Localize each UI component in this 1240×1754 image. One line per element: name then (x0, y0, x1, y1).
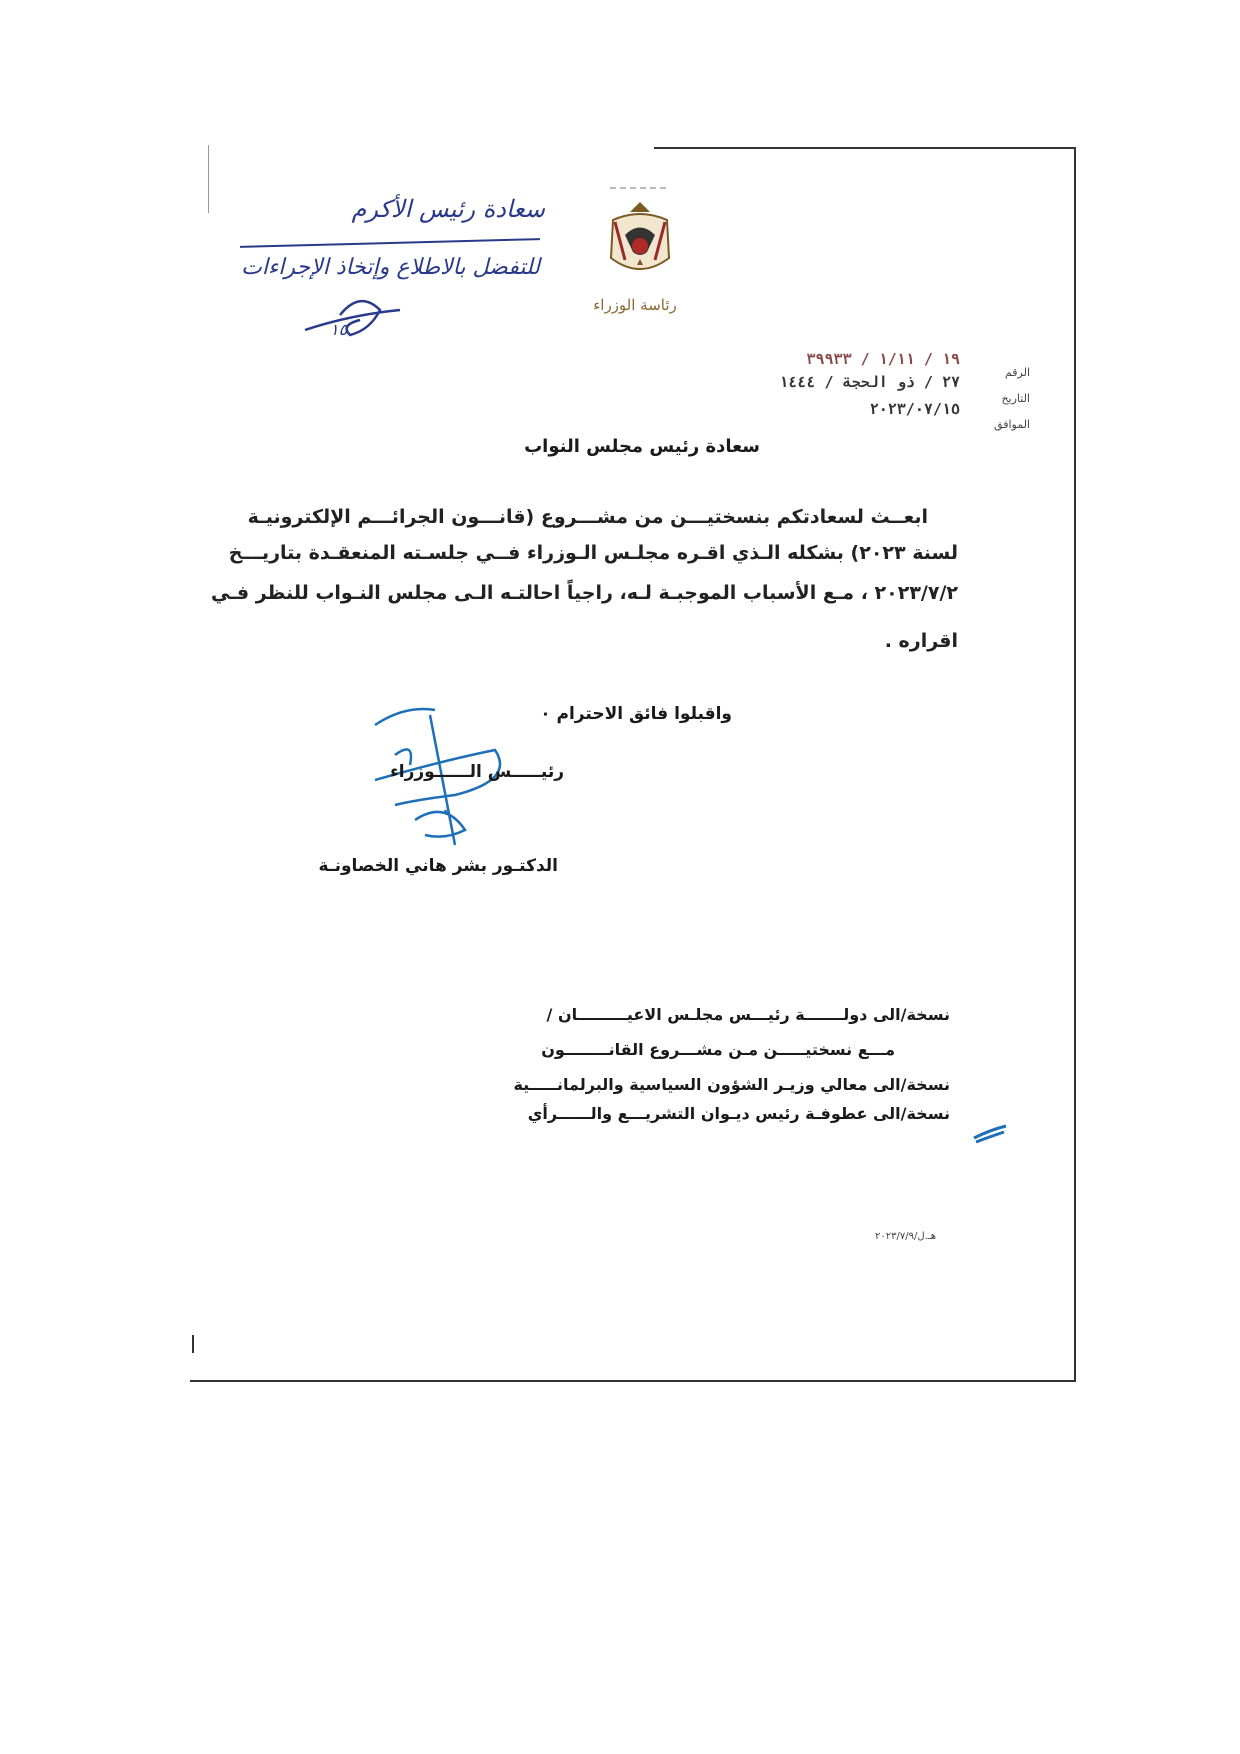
org-name: رئاسة الوزراء (593, 296, 677, 314)
date-label: التاريخ (1001, 392, 1030, 405)
frame-left-top-mark (208, 145, 209, 213)
hijri-date: ٢٧ / ذو الحجة / ١٤٤٤ (779, 373, 960, 391)
body-line-1: ابعــث لسعادتكم بنسختيـــن من مشـــروع (قانـــون الجرائـــم الإلكترونيـة (247, 506, 928, 528)
letterhead (585, 180, 695, 330)
handwritten-underline (240, 238, 540, 248)
footer-code: هـ.ل/٢٠٢٣/٧/٩ (875, 1231, 936, 1242)
body-line-3: ٢٠٢٣/٧/٢ ، مـع الأسباب الموجبـة لـه، راجياً احالتـه الـى مجلس النـواب للنظر فـي (210, 582, 958, 604)
gregorian-label: الموافق (994, 418, 1030, 431)
addressee: سعادة رئيس مجلس النواب (524, 436, 760, 457)
reference-number: ١٩ / ١/١١ / ٣٩٩٣٣ (806, 350, 960, 368)
frame-top-line (654, 147, 1076, 149)
closing: واقبلوا فائق الاحترام ٠ (540, 704, 732, 724)
frame-bottom-line (190, 1380, 1076, 1382)
body-line-2: لسنة ٢٠٢٣) بشكله الـذي اقـره مجلـس الـوزراء فــي جلسـته المنعقـدة بتاريـــخ (228, 542, 958, 564)
handwritten-number: ١٥ (330, 320, 348, 339)
frame-left-mark (192, 1335, 194, 1353)
check-mark-icon (972, 1122, 1008, 1146)
copy-line-3: نسخة/الى معالي وزيـر الشؤون السياسية والبرلمانـــــية (513, 1075, 950, 1094)
coat-of-arms-icon (585, 180, 695, 290)
handwritten-line-1: سعادة رئيس الأكرم (351, 195, 545, 223)
frame-right-line (1074, 147, 1076, 1382)
gregorian-date: ٢٠٢٣/٠٧/١٥ (869, 400, 960, 418)
copy-line-2: مـــع نسختيـــــن مـن مشـــروع القانــــــــون (541, 1040, 895, 1059)
handwritten-note (210, 180, 550, 350)
number-label: الرقم (1004, 366, 1030, 379)
copy-line-4: نسخة/الى عطوفـة رئيس ديـوان التشريـــع والــــــرأي (527, 1104, 950, 1123)
body-line-4: اقراره . (884, 630, 958, 652)
signature-title: رئيـــــس الــــــوزراء (390, 762, 564, 782)
handwritten-line-2: للتفضل بالاطلاع وإتخاذ الإجراءات (241, 255, 540, 280)
copy-line-1: نسخة/الى دولـــــــة رئيـــس مجلـس الاعيـــــــــان / (546, 1005, 950, 1024)
handwritten-initials-icon (300, 285, 420, 345)
signatory-name: الدكتـور بشر هاني الخصاونـة (318, 856, 558, 876)
